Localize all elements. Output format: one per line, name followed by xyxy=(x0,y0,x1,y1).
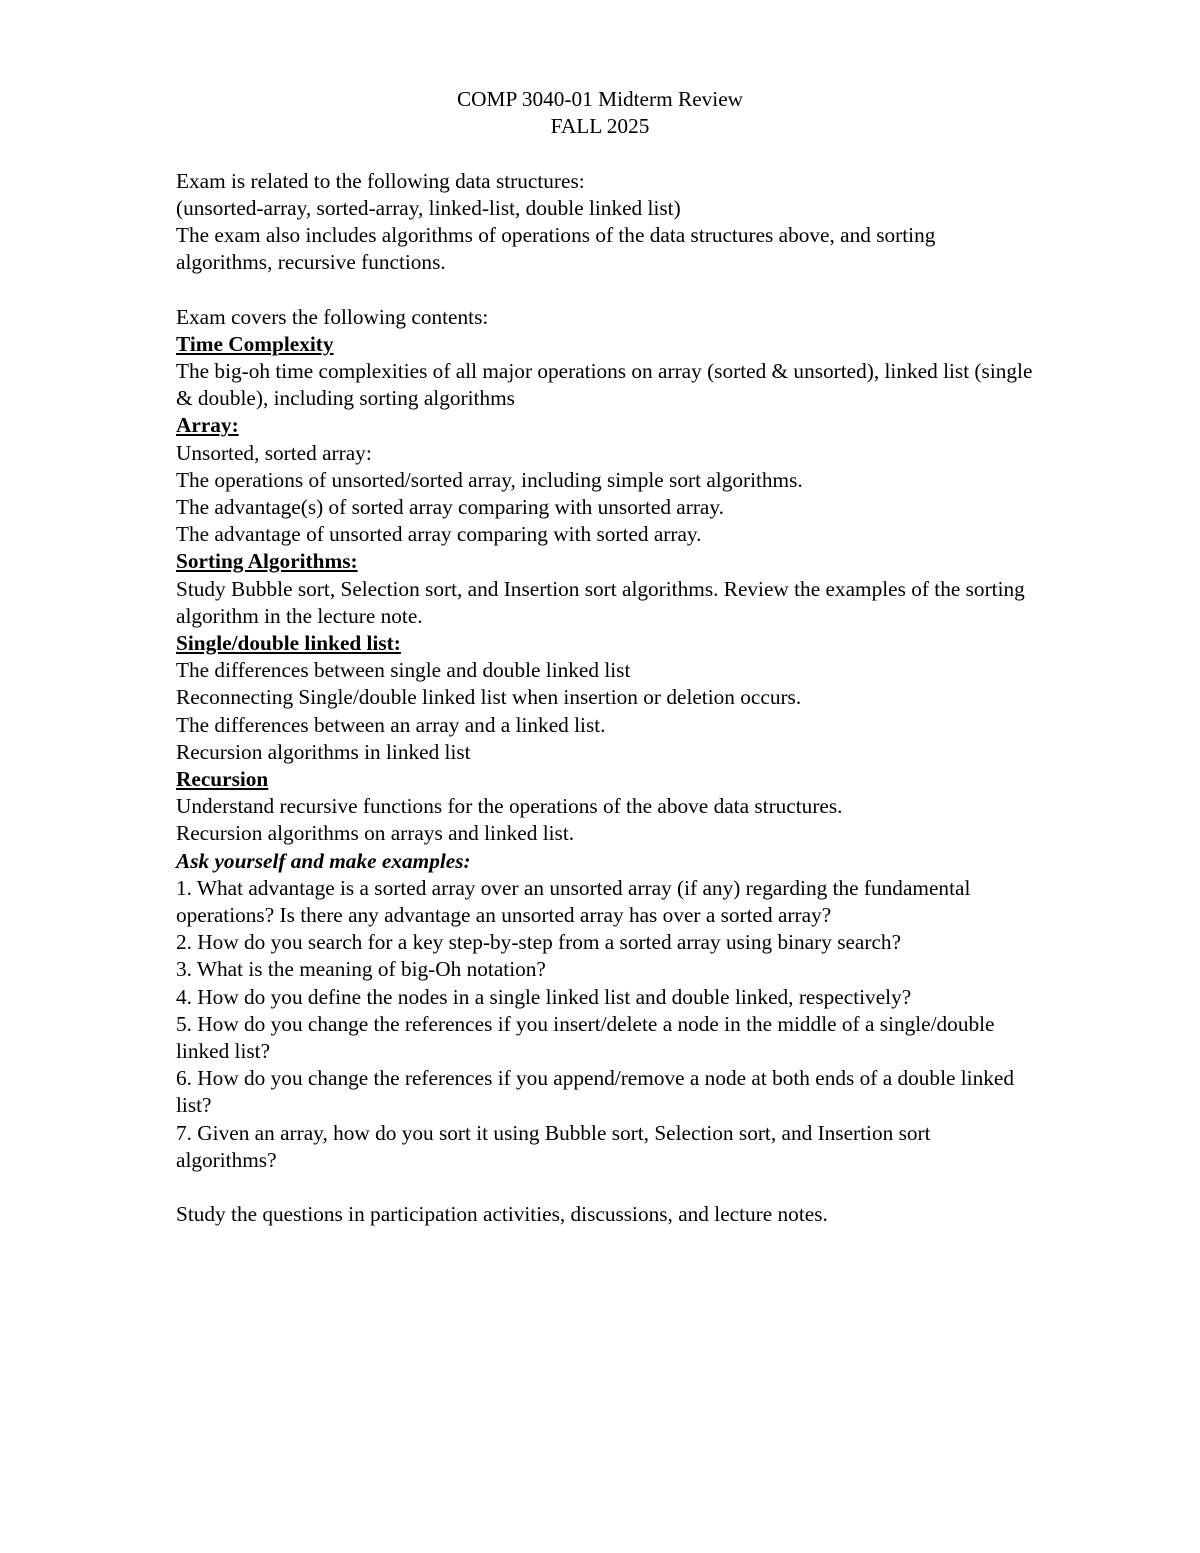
section-heading: Time Complexity xyxy=(176,331,334,356)
question-item: 6. How do you change the references if you append/remove a node at both ends of a double linked list? xyxy=(176,1066,1014,1118)
section-line: The advantage of unsorted array comparing with sorted array. xyxy=(176,522,702,547)
document-term: FALL 2025 xyxy=(550,114,650,139)
question-item: 2. How do you search for a key step-by-step from a sorted array using binary search? xyxy=(176,930,902,955)
section-line: Reconnecting Single/double linked list when insertion or deletion occurs. xyxy=(176,685,802,710)
question-item: 5. How do you change the references if you insert/delete a node in the middle of a single/double linked list? xyxy=(176,1011,995,1064)
question-item: 3. What is the meaning of big-Oh notation? xyxy=(176,957,546,982)
section-heading: Recursion xyxy=(176,767,269,792)
section-line: The big-oh time complexities of all major operations on array (sorted & unsorted), linked list (single & double), including sorting algorithms xyxy=(176,359,1033,411)
document-header xyxy=(176,86,1024,140)
intro-line: Exam is related to the following data structures: xyxy=(176,168,585,193)
section-sorting xyxy=(176,548,1036,630)
section-line: The differences between single and double linked list xyxy=(176,658,631,683)
section-line: The advantage(s) of sorted array comparing with unsorted array. xyxy=(176,495,724,520)
spacer xyxy=(176,276,1036,303)
section-heading: Array: xyxy=(176,413,239,438)
question-item: 1. What advantage is a sorted array over an unsorted array (if any) regarding the fundamental operations? Is there any advantage an unsorted array has over a sorted array? xyxy=(176,875,971,928)
document-title: COMP 3040-01 Midterm Review xyxy=(456,87,744,111)
questions-list xyxy=(176,848,1036,1174)
section-line: Recursion algorithms on arrays and linked list. xyxy=(176,821,575,846)
section-recursion xyxy=(176,766,1036,848)
section-line: Recursion algorithms in linked list xyxy=(176,739,471,764)
question-item: 4. How do you define the nodes in a single linked list and double linked, respectively? xyxy=(176,984,912,1009)
question-item: 7. Given an array, how do you sort it using Bubble sort, Selection sort, and Insertion sort algorithms? xyxy=(176,1120,931,1172)
section-line: The operations of unsorted/sorted array, including simple sort algorithms. xyxy=(176,467,803,492)
section-array xyxy=(176,412,1036,548)
spacer xyxy=(176,140,1036,167)
document-page xyxy=(176,86,1036,1228)
spacer xyxy=(176,1174,1036,1201)
section-line: Understand recursive functions for the operations of the above data structures. xyxy=(176,794,843,819)
section-line: Study Bubble sort, Selection sort, and Insertion sort algorithms. Review the examples of the sorting algorithm in the lecture note. xyxy=(176,576,1025,628)
section-line: The differences between an array and a linked list. xyxy=(176,712,606,737)
section-time-complexity xyxy=(176,331,1036,413)
closing-note: Study the questions in participation activities, discussions, and lecture notes. xyxy=(176,1202,828,1227)
questions-heading: Ask yourself and make examples: xyxy=(176,848,471,873)
section-linked-list xyxy=(176,630,1036,766)
intro-paragraph xyxy=(176,168,1036,277)
section-heading: Sorting Algorithms: xyxy=(176,549,358,574)
section-heading: Single/double linked list: xyxy=(176,631,401,656)
intro-line: The exam also includes algorithms of operations of the data structures above, and sorting algorithms, recursive functions. xyxy=(176,223,936,275)
section-line: Unsorted, sorted array: xyxy=(176,440,372,465)
contents-intro: Exam covers the following contents: xyxy=(176,304,489,329)
intro-line: (unsorted-array, sorted-array, linked-list, double linked list) xyxy=(176,195,681,220)
